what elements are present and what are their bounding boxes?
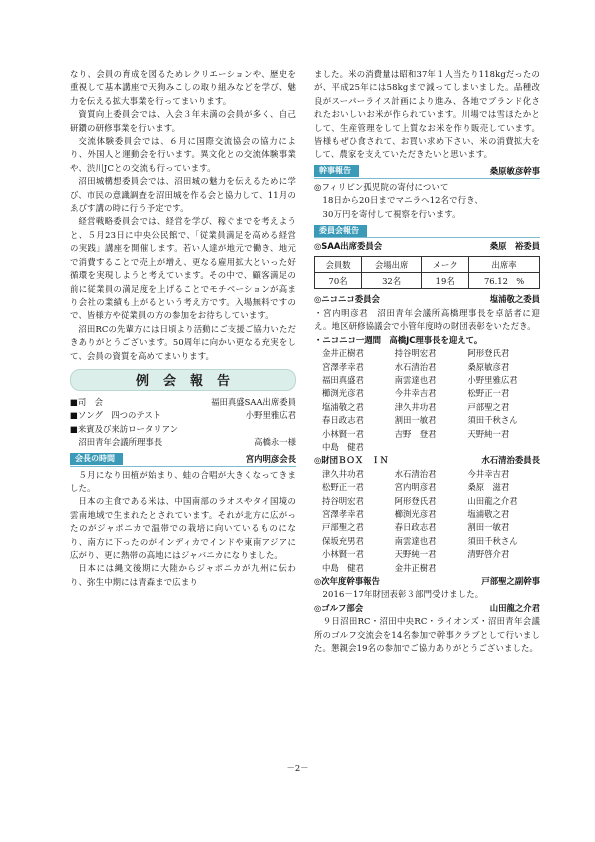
member-name: 塩浦敬之君 [322,401,364,412]
member-name: 宮澤孝幸君 [322,508,364,519]
member-name: 須田千秋さん [467,415,518,426]
member-name: 松野正一君 [322,482,364,493]
week-names-list [314,347,540,454]
para-numatajo: 沼田城構想委員会では、沼田城の魅力を伝えるために学び、市民の意識調査を沼田城を作る会と協力して、11月のゑびす講の時に行う予定です。 [70,176,296,214]
member-name: 小野里雅広君 [467,374,518,385]
member-name: 中島 健君 [322,441,364,452]
member-name: 中島 健君 [322,562,364,573]
member-name: 塩浦敬之君 [467,508,510,519]
member-name: 戸部聖之君 [322,522,364,533]
member-name: 南雲達也君 [394,535,437,546]
nikoniko-text: ・宮内明彦君 沼田青年会議所高橋理事長を卓話者に迎え。地区研修協議会で小管年度時の財団表彰をいただき。 [314,307,540,332]
table-cell: 70名 [315,273,362,289]
president-header [70,453,296,467]
member-name: 金井正樹君 [322,348,364,359]
week-line [314,334,540,347]
member-name: 天野純一君 [467,428,510,439]
next-person: 戸部聖之副幹事 [481,576,540,586]
table-header-row [315,257,540,273]
para-keiei: 経営戦略委員会では、経営を学び、稼ぐまでを考えようと、５月23日に中央公民館で、「従業員満足を高める経営の実践」講座を開催します。若い人達が地元で働き、地元で消費することで売上が増え、更なる雇用拡大といった好循環を実現しようと考えています。その中で、顧客満足の前に従業員の満足度を上げることでモチベーションが高まり会社の業績も上がるという考え方です。入場無料ですので、皆様方や従業員の方の参加をお待ちしています。 [70,216,296,321]
member-name: 松野正一君 [467,388,510,399]
para-koryu: 交流体験委員会では、６月に国際交流協会の協力により、外国人と運動会を行います。異文化との交流体験事業や、渋川JCとの交流も行っています。 [70,136,296,173]
table-header: 出席率 [469,257,540,273]
table-cell: 19名 [422,273,469,289]
member-name: 須田千秋さん [467,535,518,546]
president-para: 日本の主食である米は、中国南部のラオスやタイ国境の雲南地域で生まれたとされています。それが北方に広がったのがジャポニカで温帯での栽培に向いているものになり、南方に下ったのがインディカでインドや東南アジアに広がり、更に熱帯の高地にはジャバニカになりました。 [70,496,296,560]
committee-header [314,224,540,238]
nikoniko-person: 塩浦敬之委員 [489,294,540,305]
member-name: 春日政志君 [322,415,364,426]
member-name: 小林賢一君 [322,549,364,560]
box-heading [314,454,540,467]
member-name: 吉野 登君 [394,428,437,439]
item-label: ■来賓及び来訪ロータリアン [70,423,179,434]
member-name: 今井幸吉君 [394,388,437,399]
item-label: 沼田青年会議所理事長 [70,437,163,448]
member-name: 今井幸吉君 [467,468,510,479]
table-header: 会場出席 [362,257,422,273]
next-title: ◎次年度幹事報告 [314,576,380,586]
member-name: 津久井功君 [322,468,364,479]
member-name: 戸部聖之君 [467,401,510,412]
member-name: 櫛渕光彦君 [394,508,437,519]
member-name: 桑原 滋君 [467,482,510,493]
item-value: 福田真盛SAA出席委員 [211,396,296,407]
table-header: メーク [422,257,469,273]
attendance-table [314,256,540,289]
week-line-text: ・ニコニコ一週間 高橋JC理事長を迎えて。 [314,334,483,345]
secretary-header [314,165,540,179]
president-name: 宮内明彦会長 [245,454,296,465]
member-name: 福田真盛君 [322,374,364,385]
item-row [70,409,296,422]
member-name: 金井正樹君 [394,562,437,573]
member-name: 阿形登氏君 [467,348,510,359]
member-name: 保坂充男君 [322,535,364,546]
item-label: ■司 会 [70,396,104,407]
para-intro: なり、会員の育成を図るためレクリエーションや、歴史を重視して基本講座で天狗みこしの取り組みなどを学び、魅力を伝える拡大事業を行ってまいります。 [70,69,296,106]
nikoniko-heading [314,293,540,306]
item-row [70,436,296,449]
member-name: 宮内明彦君 [394,482,437,493]
nikoniko-title: ◎ニコニコ委員会 [314,294,380,305]
member-name: 天野純一君 [394,549,437,560]
item-label: ■ソング 四つのテスト [70,410,162,421]
item-value: 高橋永一様 [254,437,296,448]
left-column [70,68,296,589]
para-rice-cont: ました。米の消費量は昭和37年１人当たり118kgだったのが、平成25年には58kgまで減ってしまいました。品種改良がスーパーライス計画により進み、各地でブランド化されたおいしいお米が作られています。川場では雪ほたかとして、生産管理をして上質なお米を作り販売しています。皆様もぜひ食されて、お買い求め下さい、米の消費拡大をして、農家を支えていただきたいと思います。 [314,69,540,160]
item-row [70,423,296,436]
secretary-tag: 幹事報告 [314,165,359,177]
member-name: 宮澤孝幸君 [322,361,364,372]
next-heading [314,575,540,588]
president-para: 日本には縄文後期に大陸からジャポニカが九州に伝わり、弥生中期には青森まで広まり [70,563,296,587]
saa-person: 桑原 裕委員 [489,241,540,252]
box-person: 水石清治委員長 [481,455,540,466]
page [70,68,540,828]
saa-title: ◎SAA出席委員会 [314,241,383,252]
member-name: 南雲達也君 [394,374,437,385]
golf-text: ９日沼田RC・沼田中央RC・ライオンズ・沼田青年会議所のゴルフ交流会を14名参加で幹事クラブとして行いました。懇親会19名の参加でご協力ありがとうございました。 [314,616,540,654]
member-name: 清野啓介君 [467,549,510,560]
table-row [315,273,540,289]
item-value: 小野里雅広君 [245,410,296,421]
member-name: 水石清治君 [394,361,437,372]
member-name: 持谷明宏君 [394,348,437,359]
golf-title: ◎ゴルフ部会 [314,602,364,613]
para-shishitsu: 資質向上委員会では、入会３年未満の会員が多く、自己研鑽の研修事業を行います。 [70,109,296,133]
secretary-line: 18日から20日までマニラへ12名で行き、 [314,195,483,206]
member-name: 割田一敏君 [467,522,510,533]
golf-person: 山田龍之介君 [489,602,540,613]
secretary-name: 桑原敏彦幹事 [489,166,540,177]
para-thanks: 沼田RCの先輩方には日頃より活動にご支援ご協力いただきありがとうございます。50周年に向かい更なる充実をして、会員の資質を高めてまいります。 [70,323,297,361]
saa-heading [314,240,540,253]
member-name: 山田龍之介君 [467,495,518,506]
right-column [314,68,540,655]
golf-heading [314,602,540,615]
item-row [70,396,296,409]
member-name: 阿形登氏君 [394,495,437,506]
member-name: 春日政志君 [394,522,437,533]
next-text: 2016－17年財団表彰３部門受けました。 [314,589,484,600]
page-number: －2－ [286,763,309,773]
member-name: 津久井功君 [394,401,437,412]
president-tag: 会長の時間 [70,453,123,465]
box-names-list [314,468,540,575]
secretary-line: ◎フィリピン孤児院の寄付について [314,181,449,192]
member-name: 割田一敏君 [394,415,437,426]
box-title: ◎財団ＢＯＸ ＩＮ [314,455,389,466]
member-name: 持谷明宏君 [322,495,364,506]
secretary-line: 30万円を寄付して視察を行います。 [314,208,461,219]
member-name: 桑原敏彦君 [467,361,510,372]
table-cell: 76.12 % [469,273,540,289]
table-cell: 32名 [362,273,422,289]
committee-tag: 委員会報告 [314,225,367,237]
meeting-report-banner: 例会報告 [70,369,296,391]
table-header: 会員数 [315,257,362,273]
member-name: 水石清治君 [394,468,437,479]
member-name: 小林賢一君 [322,428,364,439]
president-para: ５月になり田植が始まり、蛙の合唱が大きくなってきました。 [70,469,296,493]
member-name: 櫛渕光彦君 [322,388,364,399]
